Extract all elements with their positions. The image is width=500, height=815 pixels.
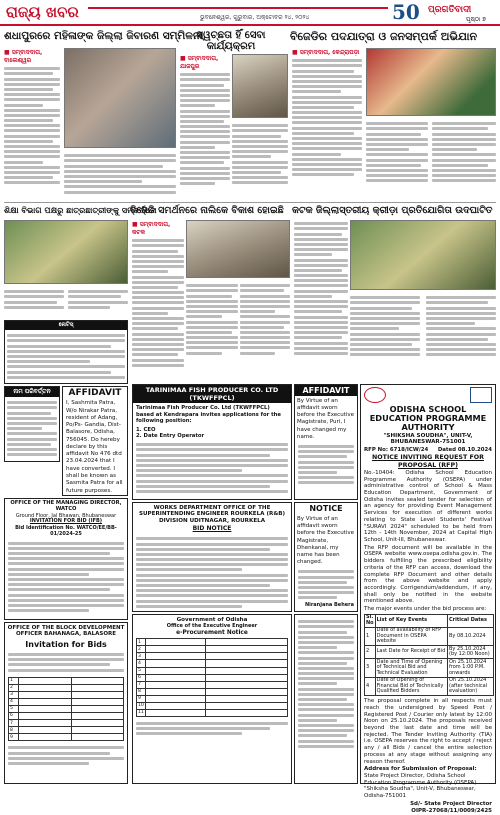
watco-sub: Ground Floor, Jal Bhawan, Bhubaneswar — [15, 512, 117, 519]
affidavit-2-body: By Virtue of an affidavit sworn before the Executive Magistrate, Puri, I have changed my name. — [297, 398, 355, 440]
osepa-rfp-date: Dated 08.10.2024 — [437, 446, 492, 453]
headline-3: ବିଜେଡିର ପଦଯାତ୍ରା ଓ ଜନସମ୍ପର୍କ ଅଭିଯାନ — [290, 30, 478, 43]
notice-box-small — [4, 320, 128, 384]
odisha-emblem-icon — [470, 387, 492, 403]
osepa-title: ODISHA SCHOOL EDUCATION PROGRAMME AUTHORITY — [369, 404, 487, 433]
osepa-sign: Sd/- State Project Director — [410, 800, 492, 807]
notice-title: NOTICE — [309, 504, 343, 513]
osepa-address-body: State Project Director, Odisha School Education Programme Authority (OSEPA) "Shiksha Soudha", Unit-V, Bhubaneswar, Odisha-751001 — [364, 772, 477, 800]
masthead — [0, 0, 500, 26]
notice-ad — [294, 502, 358, 612]
osepa-body-2: The RFP document will be available in the OSEPA website www.osepa.odisha.gov.in. The bidders fulfilling the prescribed eligibility criteria of the RFP can access, download the complete RFP Document and other details from the above website and apply accordingly. Corrigendum/addendum, if any, shall only be notified in the website mentioned above. — [364, 544, 492, 605]
article-3-col-3 — [432, 120, 496, 200]
gov-ad — [132, 614, 292, 784]
article-5-col-1 — [132, 220, 184, 380]
osepa-rfp-no: RFP No: 6718/ICW/24 — [364, 446, 429, 453]
gov-table: 1 2 3 4 5 6 7 8 9 10 11 — [136, 638, 288, 717]
bdo-table: 1 2 3 4 5 6 7 8 9 — [8, 677, 124, 741]
osepa-address-title: Address for Submission of Proposal: — [364, 766, 477, 773]
byline: ■ ସମ୍ବାଦଦାତା, କେନ୍ଦ୍ରାପଡ଼ା — [292, 49, 360, 56]
bdo-ad — [4, 622, 128, 784]
section-title: ରାଜ୍ୟ ଖବର — [6, 3, 79, 21]
anniversary-logo: 50 — [392, 0, 420, 24]
table-row: 4 Date of Opening of Financial Bid of Technically Qualified Bidders On 25.10.2024 (after technical evaluation) — [365, 677, 494, 696]
osepa-body-1: No.-10404: Odisha School Education Programme Authority (OSEPA) under administrative control of School & Mass Education Department, Government of Odisha invites sealed tender for selection of an agency for providing Event Management Services for execution of different works relating to State Level Students' Festival "SURAVI 2024" scheduled to be held from 12th - 14th November, 2024 at Capital High School, Unit-III, Bhubaneswar. — [364, 469, 492, 543]
osepa-body-3: The major events under the bid process are: — [364, 606, 487, 613]
masthead-rule — [88, 7, 388, 9]
works-title: WORKS DEPARTMENT OFFICE OF THE SUPERINTENDING ENGINEER ROURKELA (R&B) DIVISION UDITNAGAR, ROURKELA — [138, 505, 286, 524]
article-4-photo — [4, 220, 128, 284]
affidavit-title: AFFIDAVIT — [68, 388, 122, 398]
affidavit-ad-1 — [62, 386, 128, 496]
osepa-ref: OIPR-27068/11/0009/2425 — [411, 808, 492, 815]
article-3-photo — [366, 48, 496, 116]
article-4-col-1 — [4, 288, 64, 316]
article-2-photo — [232, 54, 288, 118]
article-1-photo — [64, 48, 176, 148]
osepa-address: "SHIKSHA SOUDHA", UNIT-V, BHUBANESWAR-751001 — [383, 433, 473, 446]
gov-sub: Office of the Executive Engineer — [166, 623, 258, 630]
article-6-col-1 — [294, 220, 348, 380]
watco-title: OFFICE OF THE MANAGING DIRECTOR, WATCO — [10, 500, 122, 512]
article-2-col-2 — [232, 122, 288, 200]
article-3-col-1 — [292, 48, 362, 200]
table-header: List of Key Events — [375, 614, 447, 627]
article-6-col-3 — [426, 294, 496, 380]
article-4-col-2 — [68, 288, 128, 316]
osepa-logo-icon — [364, 387, 386, 403]
osepa-ad — [360, 384, 496, 815]
headline-1: ଶଧାପୁରରେ ମହିଳାଙ୍କ ଜିଲ୍ଲା ଜିବାରଣ ସମ୍ମିଳନୀ — [4, 30, 203, 42]
tarinimaa-body: Tarinimaa Fish Producer Co. Ltd (TKWFFPCL) based at Kendrapara invites applications for the following position: — [136, 405, 281, 425]
notice-body: By Virtue of an affidavit sworn before the Executive Magistrate, Dhenkanal, my name has been changed. — [297, 516, 355, 566]
article-5-col-2 — [186, 282, 238, 380]
affidavit-2-title: AFFIDAVIT — [295, 385, 357, 396]
works-notice: BID NOTICE — [192, 525, 232, 533]
tarinimaa-ad — [132, 384, 292, 500]
bdo-notice: Invitation for Bids — [25, 639, 107, 649]
headline-4: ଶିକ୍ଷା ବିଭାଗ ପକ୍ଷରୁ ଛାତ୍ରଛାତ୍ରୀଙ୍କୁ ସମ୍ବର୍ଦ୍ଧନା — [4, 205, 157, 215]
tarinimaa-date: 2. Date Entry Operator — [136, 433, 205, 440]
article-1-col-2 — [64, 152, 176, 200]
tarinimaa-pos: 1. CEO — [136, 426, 156, 433]
article-5-photo — [186, 220, 290, 278]
article-3-col-2 — [366, 120, 428, 200]
name-change-title: ନାମ ପରିବର୍ତ୍ତନ — [5, 387, 59, 397]
newspaper-brand: ପ୍ରଗତିବାଦୀ — [428, 5, 472, 15]
osepa-body-4: The proposal complete in all respects must reach the undersigned by Speed Post / Registered Post / Courier only latest by 12:00 Noon on 25.10.2024. The proposals received beyond the last date and time will be rejected. The Tender Inviting Authority (TIA) i.e. OSEPA reserves the right to accept / reject any / all Bids / cancel the entire selection process at any stage without assigning any reason thereof. — [364, 698, 492, 765]
article-1-col-1 — [4, 48, 60, 198]
headline-2: ସ୍ୱଚ୍ଛତା ହିଁ ସେବା କାର୍ଯ୍ୟକ୍ରମ — [196, 30, 266, 52]
notice-sign: Niranjana Behera — [304, 602, 354, 609]
osepa-notice: NOTICE INVITING REQUEST FOR PROPOSAL (RFP) — [372, 454, 484, 469]
article-6-col-2 — [350, 294, 420, 380]
tarinimaa-title: TARINIMAA FISH PRODUCER CO. LTD (TKWFFPCL) — [133, 385, 291, 403]
affidavit-body: I, Sashmita Patra, W/o Nirakar Patra, resident of Adang, Po/Ps- Gandia, Dist- Balasore, Odisha, 756045. Do hereby declare by this affidavit No 476 dtd 23.04.2024 that I have converted. I shall be known as Sasmita Patra for all future purposes. — [66, 400, 123, 494]
bdo-title: OFFICE OF THE BLOCK DEVELOPMENT OFFICER BAHANAGA, BALASORE — [7, 625, 125, 638]
notice-box-title: ନୋଟିସ୍ — [5, 321, 127, 330]
table-header: Sl. No — [366, 614, 374, 626]
watco-notice: INVITATION FOR BID (IFB) — [29, 518, 103, 525]
byline: ■ ସମ୍ବାଦଦାତା, ଯାଜପୁର — [180, 55, 219, 70]
table-header: Critical Dates — [448, 614, 494, 627]
headline-5: ବିଜେଡି ସମର୍ଥନରେ ନାଲିକେ ବିକାଶ ହୋଇଛି — [130, 205, 284, 216]
masthead-date: ଭୁବନେଶ୍ୱର, ଗୁରୁବାର, ଅକ୍ଟୋବର ୨୪, ୨୦୨୪ — [200, 14, 310, 21]
works-ad — [132, 502, 292, 612]
table-row: 3 Date and Time of Opening of Technical Bid and Technical Evaluation On 25.10.2024 from 1:00 P.M. onwards — [365, 659, 494, 678]
article-2-col-1 — [180, 54, 230, 200]
affidavit-ad-2 — [294, 384, 358, 500]
headline-6: କଟକ ଜିଲ୍ଲାସ୍ତରୀୟ କ୍ରୀଡ଼ା ପ୍ରତିଯୋଗିତା ଉଦଘାଟିତ — [292, 205, 493, 216]
byline: ■ ସମ୍ବାଦଦାତା, କଟକ — [132, 221, 171, 236]
name-change-ad — [4, 386, 60, 462]
article-5-col-3 — [240, 282, 290, 380]
divider — [4, 202, 496, 203]
watco-ad — [4, 498, 128, 620]
gov-notice: e-Procurement Notice — [176, 629, 248, 636]
table-row: 2 Last Date for Receipt of Bid By 25.10.2024 (by 12:00 Noon) — [365, 646, 494, 659]
table-row: 1 Date of availability of RFP Document in OSEPA website By 08.10.2024 — [365, 627, 494, 646]
tender-ad-small — [294, 614, 358, 784]
osepa-table — [364, 614, 494, 697]
article-6-photo — [350, 220, 496, 290]
byline: ■ ସମ୍ବାଦଦାତା, ବାଲେଶ୍ୱର — [4, 49, 43, 64]
gov-title: Government of Odisha — [176, 617, 248, 623]
page-number: ପୃଷ୍ଠା ୭ — [466, 16, 486, 23]
watco-ref: Bid Identification No. WATCO/EE/BB-01/2024-25 — [15, 524, 117, 538]
